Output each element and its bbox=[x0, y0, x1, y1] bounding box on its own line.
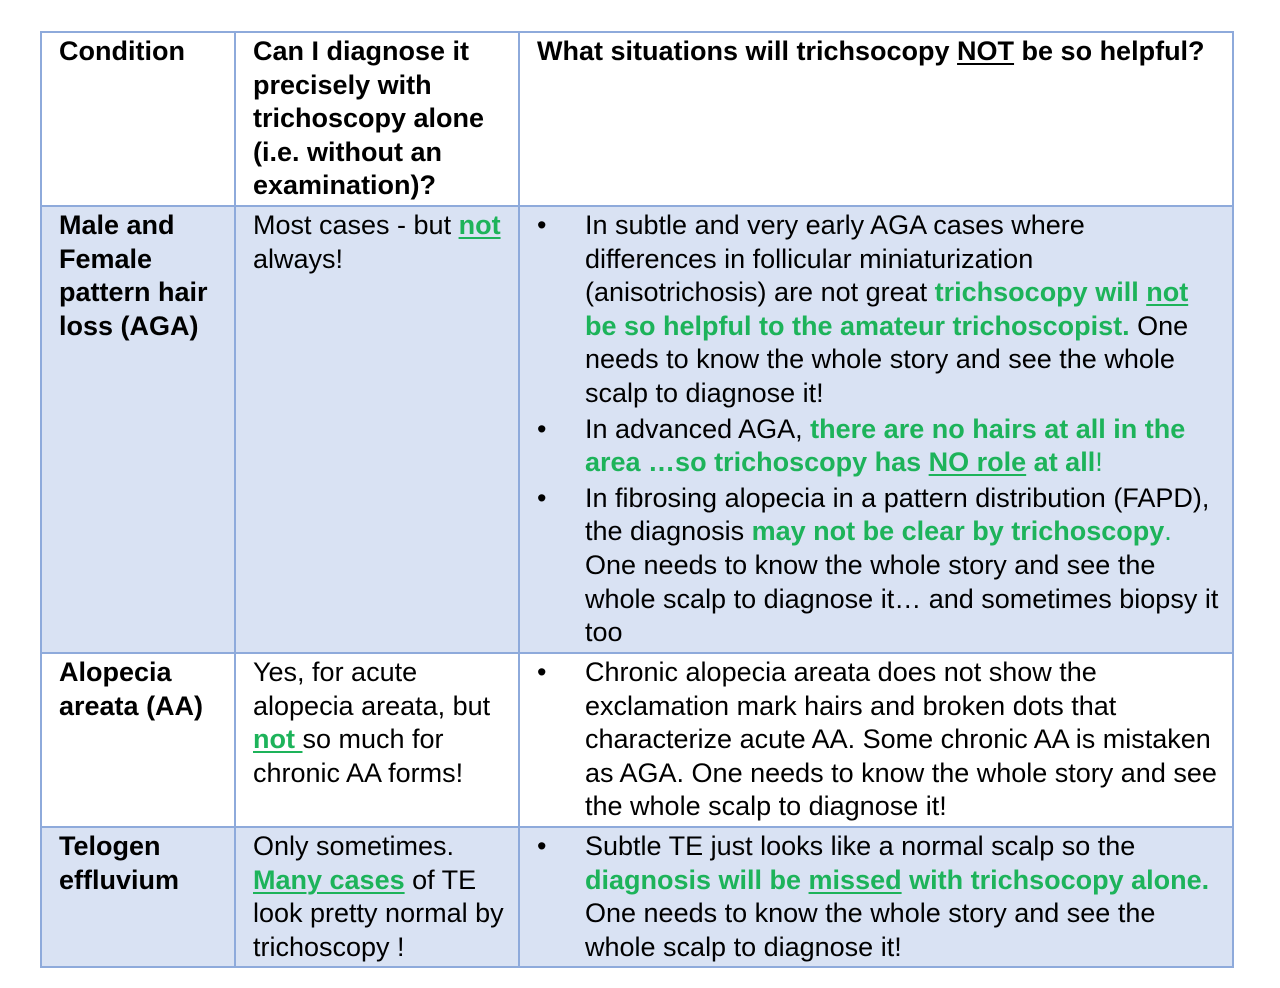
header-diagnose: Can I diagnose it precisely with trichoscopy alone (i.e. without an examination)? bbox=[235, 32, 519, 206]
header-situations: What situations will trichsocopy NOT be so helpful? bbox=[519, 32, 1233, 206]
condition-cell: Male and Female pattern hair loss (AGA) bbox=[41, 206, 235, 653]
condition-cell: Alopecia areata (AA) bbox=[41, 653, 235, 827]
bullet-list bbox=[537, 209, 1222, 650]
header-condition: Condition bbox=[41, 32, 235, 206]
bullet-list bbox=[537, 656, 1222, 824]
situations-cell bbox=[519, 827, 1233, 967]
diagnose-cell: Most cases - but not always! bbox=[235, 206, 519, 653]
diagnose-cell: Yes, for acute alopecia areata, but not so much for chronic AA forms! bbox=[235, 653, 519, 827]
condition-cell: Telogen effluvium bbox=[41, 827, 235, 967]
list-item: • In advanced AGA, there are no hairs at all in the area …so trichoscopy has NO role at all! bbox=[537, 413, 1222, 480]
list-item: • In subtle and very early AGA cases where differences in follicular miniaturization (anisotrichosis) are not great trichsocopy will not be so helpful to the amateur trichoscopist. One needs to know the whole story and see the whole scalp to diagnose it! bbox=[537, 209, 1222, 411]
situations-cell bbox=[519, 653, 1233, 827]
trichoscopy-table bbox=[40, 31, 1234, 968]
header-row bbox=[41, 32, 1233, 206]
list-item: • Chronic alopecia areata does not show the exclamation mark hairs and broken dots that characterize acute AA. Some chronic AA is mistaken as AGA. One needs to know the whole story and see the whole scalp to diagnose it! bbox=[537, 656, 1222, 824]
header-not-emphasis: NOT bbox=[957, 36, 1015, 66]
bullet-list bbox=[537, 830, 1222, 964]
situations-cell bbox=[519, 206, 1233, 653]
table-row bbox=[41, 653, 1233, 827]
list-item: • Subtle TE just looks like a normal scalp so the diagnosis will be missed with trichsocopy alone. One needs to know the whole story and see the whole scalp to diagnose it! bbox=[537, 830, 1222, 964]
table-row bbox=[41, 827, 1233, 967]
table-row bbox=[41, 206, 1233, 653]
list-item: • In fibrosing alopecia in a pattern distribution (FAPD), the diagnosis may not be clear by trichoscopy. One needs to know the whole story and see the whole scalp to diagnose it… and sometimes biopsy it too bbox=[537, 482, 1222, 650]
diagnose-cell: Only sometimes. Many cases of TE look pretty normal by trichoscopy ! bbox=[235, 827, 519, 967]
